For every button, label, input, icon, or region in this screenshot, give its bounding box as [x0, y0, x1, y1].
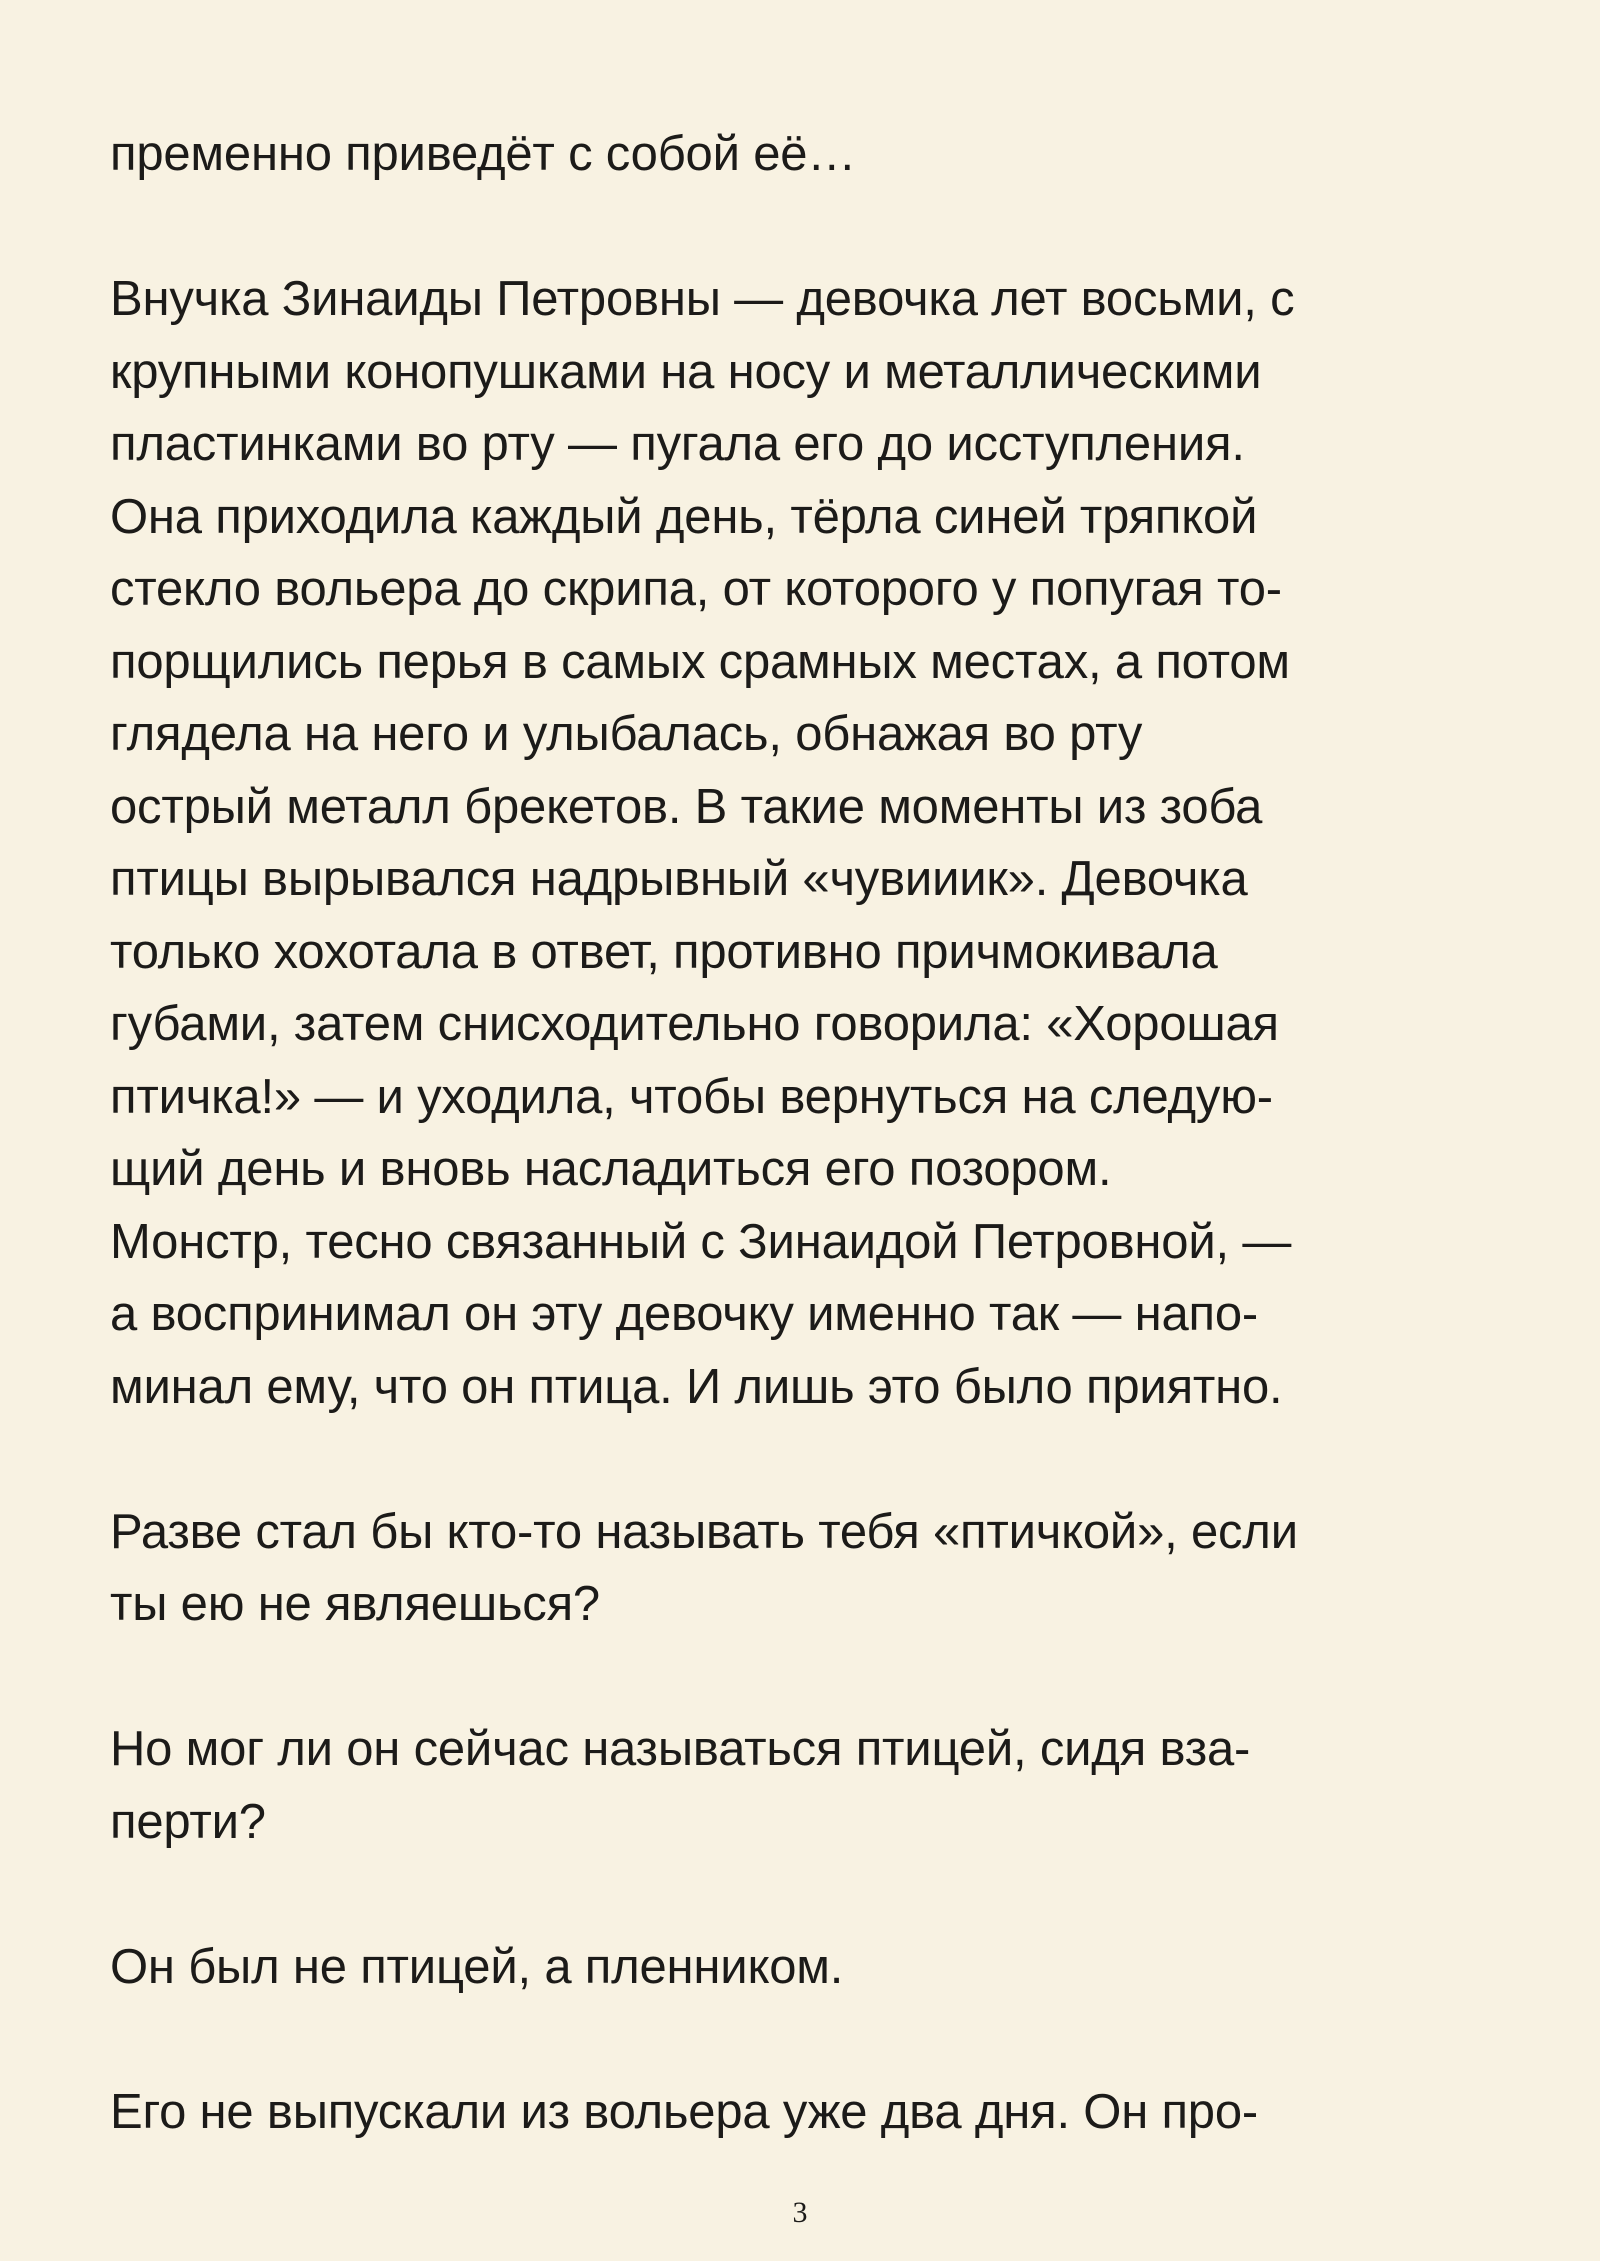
text-line: крупными конопушками на носу и металлическими [110, 344, 1262, 399]
text-line: Монстр, тесно связанный с Зинаидой Петровной, — [110, 1214, 1292, 1269]
text-line: пластинками во рту — пугала его до исступления. [110, 417, 1245, 471]
text-line: птичка!» — и уходила, чтобы вернуться на следую- [110, 1069, 1273, 1124]
paragraph-3 [110, 1496, 1510, 1641]
text-line: Но мог ли он сейчас называться птицей, сидя вза- [110, 1722, 1251, 1776]
text-line: глядела на него и улыбалась, обнажая во рту [110, 707, 1143, 761]
paragraph-2 [110, 263, 1510, 1423]
body-text [110, 118, 1510, 2221]
text-line: ты ею не являешься? [110, 1577, 600, 1631]
page-number: 3 [792, 2196, 808, 2229]
text-line: птицы вырывался надрывный «чувииик». Девочка [110, 852, 1248, 906]
text-line: щий день и вновь насладиться его позором. [110, 1142, 1112, 1196]
text-line: Внучка Зинаиды Петровны — девочка лет восьми, с [110, 272, 1295, 326]
text-line: острый металл брекетов. В такие моменты из зоба [110, 779, 1263, 834]
text-line: Его не выпускали из вольера уже два дня. Он про- [110, 2084, 1259, 2139]
text-line: порщились перья в самых срамных местах, а потом [110, 634, 1290, 689]
text-line: губами, затем снисходительно говорила: «Хорошая [110, 997, 1279, 1051]
paragraph-5 [110, 1931, 1510, 2004]
paragraph-6 [110, 2076, 1510, 2149]
text-line: минал ему, что он птица. И лишь это было приятно. [110, 1359, 1283, 1414]
text-line: стекло вольера до скрипа, от которого у попугая то- [110, 562, 1282, 616]
text-line: только хохотала в ответ, противно причмокивала [110, 924, 1218, 979]
text-line: пременно приведёт с собой её… [110, 127, 857, 181]
paragraph-4 [110, 1713, 1510, 1858]
text-line: Разве стал бы кто-то называть тебя «птичкой», если [110, 1504, 1298, 1559]
text-line: Она приходила каждый день, тёрла синей тряпкой [110, 489, 1258, 544]
text-line: перти? [110, 1794, 266, 1849]
text-line: а воспринимал он эту девочку именно так — напо- [110, 1287, 1259, 1341]
text-line: Он был не птицей, а пленником. [110, 1939, 844, 1994]
paragraph-1 [110, 118, 1510, 191]
